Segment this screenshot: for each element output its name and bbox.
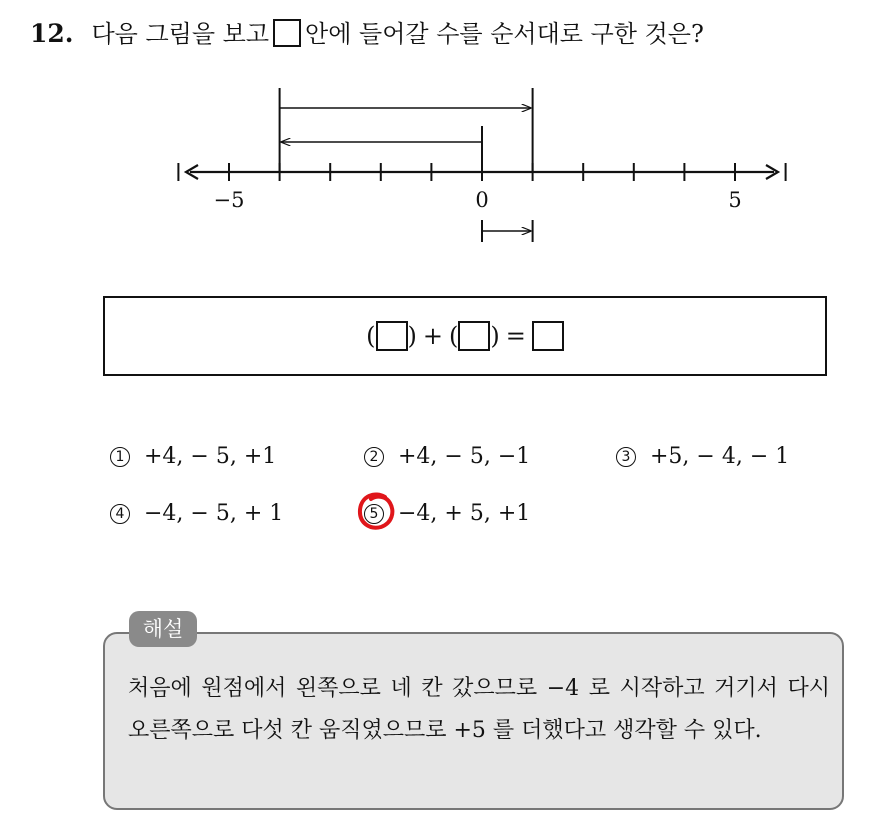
choice-4-text: −4, − 5, + 1 (144, 501, 284, 526)
eq-plus: + (422, 322, 443, 350)
choice-4-number: 4 (110, 504, 130, 524)
eq-equals: = (505, 322, 526, 350)
eq-blank-1 (376, 321, 408, 351)
equation-box (103, 296, 827, 376)
choice-1-number: 1 (110, 447, 130, 467)
choice-5-number: 5 (364, 504, 384, 524)
question-text-after: 안에 들어갈 수를 순서대로 구한 것은? (305, 20, 704, 48)
eq-open-paren-2: ( (449, 322, 459, 350)
eq-blank-2 (458, 321, 490, 351)
choice-2-number: 2 (364, 447, 384, 467)
number-line-figure (0, 0, 884, 260)
choice-1[interactable] (110, 444, 276, 469)
choice-1-text: +4, − 5, +1 (144, 444, 277, 469)
answer-circle-mark-icon (355, 490, 399, 534)
choice-3-number: 3 (616, 447, 636, 467)
question-number: 12. (30, 19, 74, 48)
eq-close-paren-2: ) (490, 322, 500, 350)
choice-2[interactable] (364, 444, 530, 469)
choice-3-text: +5, − 4, − 1 (650, 444, 790, 469)
explanation-tab: 해설 (129, 611, 197, 647)
tick-label-0: 0 (475, 188, 489, 212)
tick-label--5: −5 (213, 188, 245, 212)
choice-2-text: +4, − 5, −1 (398, 444, 531, 469)
choice-3[interactable] (616, 444, 789, 469)
question-text-before: 다음 그림을 보고 (91, 20, 270, 48)
explanation-text: 처음에 원점에서 왼쪽으로 네 칸 갔으므로 −4 로 시작하고 거기서 다시 오른쪽으로 다섯 칸 움직였으므로 +5 를 더했다고 생각할 수 있다. (128, 676, 830, 743)
eq-blank-3 (532, 321, 564, 351)
tick-label-5: 5 (728, 188, 742, 212)
choice-4[interactable] (110, 501, 283, 526)
choice-5-text: −4, + 5, +1 (398, 501, 531, 526)
eq-open-paren-1: ( (366, 322, 376, 350)
eq-close-paren-1: ) (407, 322, 417, 350)
